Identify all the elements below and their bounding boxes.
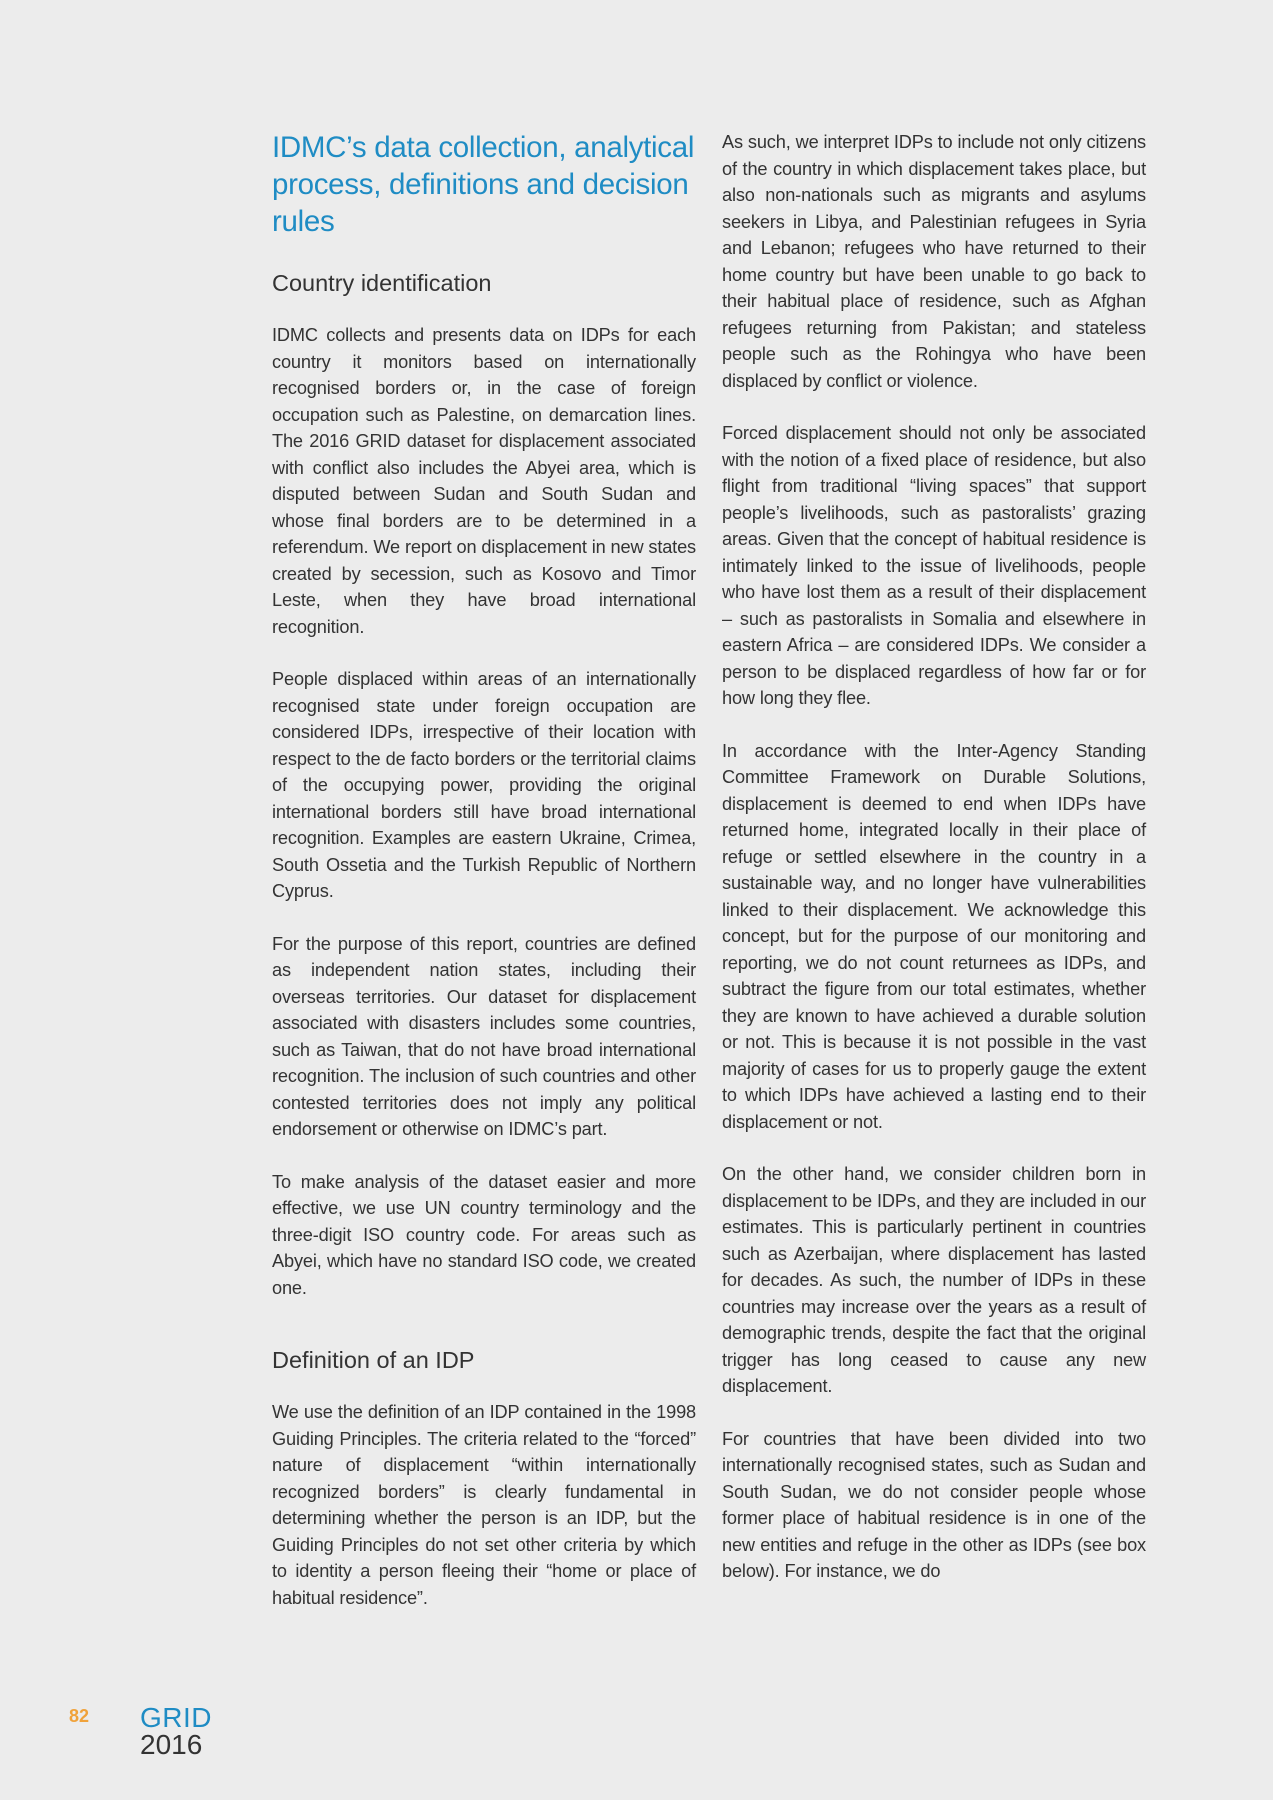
paragraph: For countries that have been divided into two internationally recognised states, such as Sudan and South Sudan, we do not consider people whose former place of habitual residence is in one of the new entities and refuge in the other as IDPs (see box below). For instance, we do [722, 1428, 1146, 1581]
left-column [272, 129, 696, 1637]
paragraph: On the other hand, we consider children born in displacement to be IDPs, and they are included in our estimates. This is particularly pertinent in countries such as Azerbaijan, where displacement has lasted for decades. As such, the number of IDPs in these countries may increase over the years as a result of demographic trends, despite the fact that the original trigger has long ceased to cause any new displacement. [722, 1164, 1146, 1396]
section-heading-definition-of-idp: Definition of an IDP [272, 1347, 475, 1373]
paragraph: For the purpose of this report, countries are defined as independent nation states, including their overseas territories. Our dataset for displacement associated with disasters includes some countries, such as Taiwan, that do not have broad international recognition. The inclusion of such countries and other contested territories does not imply any political endorsement or otherwise on IDMC’s part. [272, 933, 696, 1139]
paragraph: IDMC collects and presents data on IDPs for each country it monitors based on internationally recognised borders or, in the case of foreign occupation such as Palestine, on demarcation lines. The 2016 GRID dataset for displacement associated with conflict also includes the Abyei area, which is disputed between Sudan and South Sudan and whose final borders are to be determined in a referendum. We report on displacement in new states created by secession, such as Kosovo and Timor Leste, when they have broad international recognition. [272, 325, 696, 637]
paragraph: People displaced within areas of an internationally recognised state under foreign occupation are considered IDPs, irrespective of their location with respect to the de facto borders or the territorial claims of the occupying power, providing the original international borders still have broad international recognition. Examples are eastern Ukraine, Crimea, South Ossetia and the Turkish Republic of Northern Cyprus. [272, 669, 696, 901]
right-column [722, 129, 1146, 1611]
paragraph: As such, we interpret IDPs to include not only citizens of the country in which displacement takes place, but also non-nationals such as migrants and asylums seekers in Libya, and Palestinian refugees in Syria and Lebanon; refugees who have returned to their home country but have been unable to go back to their habitual place of residence, such as Afghan refugees returning from Pakistan; and stateless people such as the Rohingya who have been displaced by conflict or violence. [722, 132, 1146, 391]
paragraph: Forced displacement should not only be associated with the notion of a fixed place of residence, but also flight from traditional “living spaces” that support people’s livelihoods, such as pastoralists’ grazing areas. Given that the concept of habitual residence is intimately linked to the issue of livelihoods, people who have lost them as a result of their displacement – such as pastoralists in Somalia and elsewhere in eastern Africa – are considered IDPs. We consider a person to be displaced regardless of how far or for how long they flee. [722, 423, 1146, 708]
brand-name: GRID [140, 1702, 212, 1733]
page-number: 82 [69, 1706, 90, 1726]
brand-year: 2016 [140, 1729, 203, 1760]
section-heading-country-identification: Country identification [272, 270, 492, 296]
paragraph: To make analysis of the dataset easier and more effective, we use UN country terminology and the three-digit ISO country code. For areas such as Abyei, which have no standard ISO code, we created one. [272, 1171, 696, 1298]
page-title: IDMC’s data collection, analytical process, definitions and decision rules [272, 131, 695, 238]
grid-logo [140, 1704, 212, 1758]
paragraph: We use the definition of an IDP contained in the 1998 Guiding Principles. The criteria related to the “forced” nature of displacement “within internationally recognized borders” is clearly fundamental in determining whether the person is an IDP, but the Guiding Principles do not set other criteria by which to identity a person fleeing their “home or place of habitual residence”. [272, 1402, 696, 1608]
paragraph: In accordance with the Inter-Agency Standing Committee Framework on Durable Solutions, displacement is deemed to end when IDPs have returned home, integrated locally in their place of refuge or settled elsewhere in the country in a sustainable way, and no longer have vulnerabilities linked to their displacement. We acknowledge this concept, but for the purpose of our monitoring and reporting, we do not count returnees as IDPs, and subtract the figure from our total estimates, whether they are known to have achieved a durable solution or not. This is because it is not possible in the vast majority of cases for us to properly gauge the extent to which IDPs have achieved a lasting end to their displacement or not. [722, 740, 1146, 1132]
